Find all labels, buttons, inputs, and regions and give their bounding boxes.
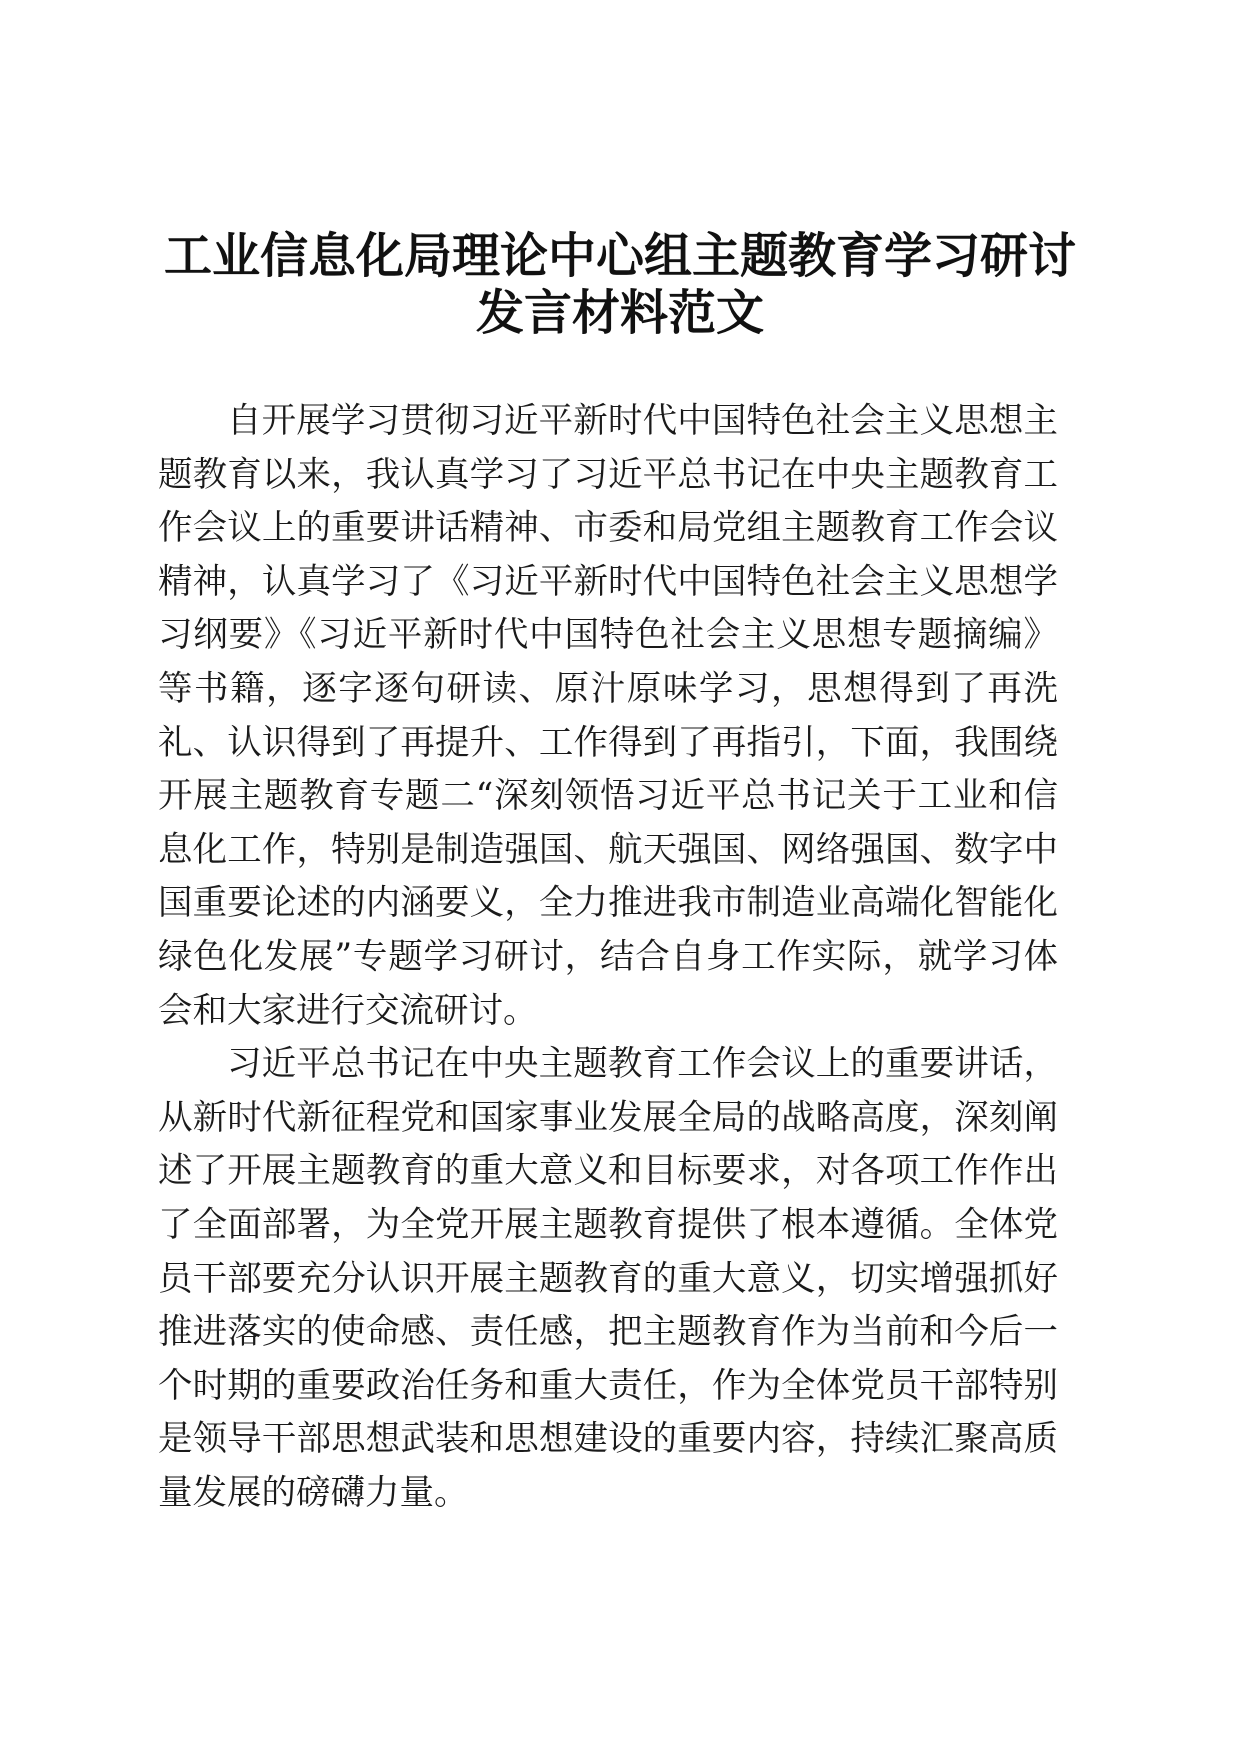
document-body bbox=[158, 395, 1058, 1520]
paragraph: 习近平总书记在中央主题教育工作会议上的重要讲话，从新时代新征程党和国家事业发展全局的战略高度，深刻阐述了开展主题教育的重大意义和目标要求，对各项工作作出了全面部署，为全党开展主题教育提供了根本遵循。全体党员干部要充分认识开展主题教育的重大意义，切实增强抓好推进落实的使命感、责任感，把主题教育作为当前和今后一个时期的重要政治任务和重大责任，作为全体党员干部特别是领导干部思想武装和思想建设的重要内容，持续汇聚高质量发展的磅礴力量。 bbox=[158, 1044, 1058, 1513]
paragraph: 自开展学习贯彻习近平新时代中国特色社会主义思想主题教育以来，我认真学习了习近平总书记在中央主题教育工作会议上的重要讲话精神、市委和局党组主题教育工作会议精神，认真学习了《习近平新时代中国特色社会主义思想学习纲要》《习近平新时代中国特色社会主义思想专题摘编》等书籍，逐字逐句研读、原汁原味学习，思想得到了再洗礼、认识得到了再提升、工作得到了再指引，下面，我围绕开展主题教育专题二“深刻领悟习近平总书记关于工业和信息化工作，特别是制造强国、航天强国、网络强国、数字中国重要论述的内涵要义，全力推进我市制造业高端化智能化绿色化发展”专题学习研讨，结合自身工作实际，就学习体会和大家进行交流研讨。 bbox=[158, 401, 1058, 1031]
document-title: 工业信息化局理论中心组主题教育学习研讨发言材料范文 bbox=[163, 228, 1076, 341]
